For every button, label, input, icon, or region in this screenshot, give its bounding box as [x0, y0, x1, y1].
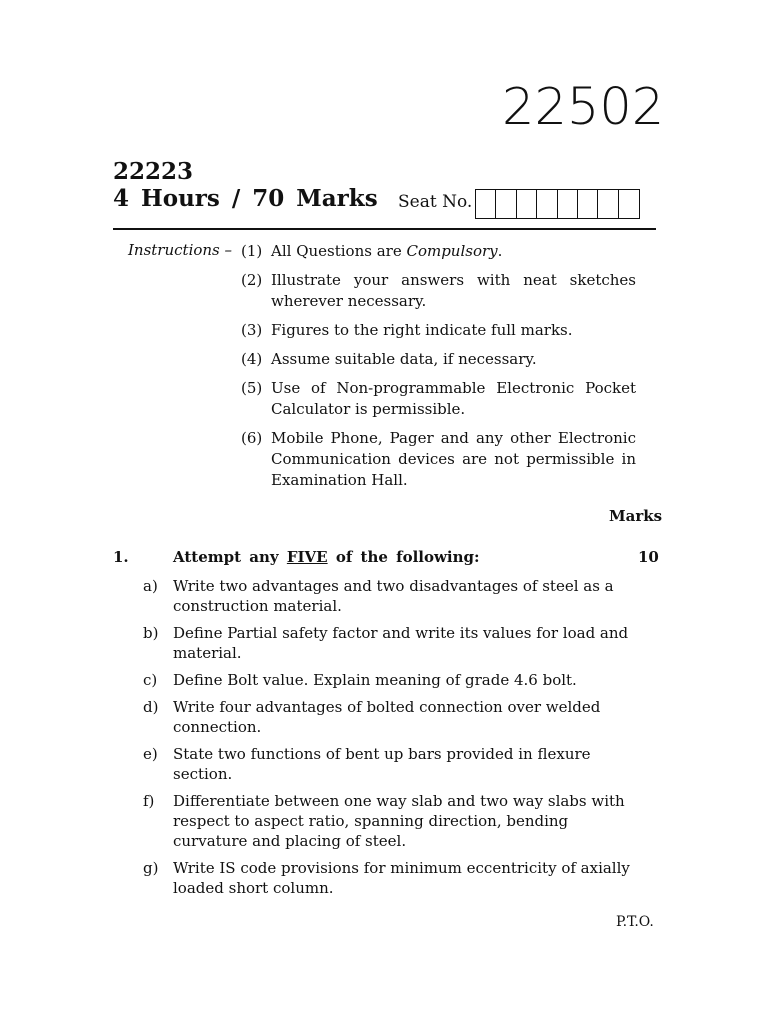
seat-box[interactable]	[619, 190, 639, 218]
sub-question-letter: a)	[143, 577, 158, 595]
instruction-number: (2)	[241, 271, 263, 289]
instruction-number: (5)	[241, 379, 263, 397]
sub-question-text: Define Partial safety factor and write its values for load and material.	[173, 624, 629, 662]
instruction-text	[271, 428, 636, 491]
seat-box[interactable]	[537, 190, 557, 218]
seat-number-boxes[interactable]	[475, 189, 640, 219]
question-title-underlined: FIVE	[286, 548, 328, 566]
sub-question	[143, 744, 633, 784]
seat-box[interactable]	[578, 190, 598, 218]
sub-question-text: State two functions of bent up bars provided in flexure section.	[173, 745, 591, 783]
header-divider	[113, 228, 656, 230]
seat-box[interactable]	[517, 190, 537, 218]
seat-box[interactable]	[598, 190, 618, 218]
seat-box[interactable]	[476, 190, 496, 218]
instruction-text-main: Use of Non-programmable Electronic Pocket Calculator is permissible.	[271, 379, 636, 418]
sub-question-list	[143, 576, 633, 905]
instruction-number: (4)	[241, 350, 263, 368]
duration-marks: 4 Hours / 70 Marks	[113, 185, 378, 212]
sub-question-text: Define Bolt value. Explain meaning of grade 4.6 bolt.	[173, 671, 577, 689]
pto-note: P.T.O.	[616, 914, 654, 930]
sub-question-letter: g)	[143, 859, 159, 877]
sub-question	[143, 670, 633, 690]
paper-code: 22502	[502, 78, 665, 137]
instruction-text	[271, 320, 636, 341]
instruction-number: (1)	[241, 242, 263, 260]
sub-question-letter: c)	[143, 671, 158, 689]
question-number: 1.	[113, 548, 129, 566]
seat-box[interactable]	[496, 190, 516, 218]
instruction-text-main: All Questions are	[271, 242, 407, 260]
sub-question-text: Write two advantages and two disadvantages of steel as a construction material.	[173, 577, 614, 615]
instructions-list	[241, 241, 636, 499]
sub-question	[143, 791, 633, 851]
sub-question-text: Differentiate between one way slab and two way slabs with respect to aspect ratio, spanning direction, bending curvature and placing of steel.	[173, 792, 625, 850]
question-marks: 10	[638, 548, 659, 566]
sub-question	[143, 576, 633, 616]
instruction-text-main: Assume suitable data, if necessary.	[271, 350, 537, 368]
question-title-before: Attempt any	[173, 548, 287, 566]
instruction-item	[241, 270, 636, 312]
instructions-label: Instructions –	[128, 241, 233, 259]
sub-question-letter: e)	[143, 745, 158, 763]
subject-code: 22223	[113, 158, 194, 185]
sub-question-text: Write four advantages of bolted connection over welded connection.	[173, 698, 601, 736]
instruction-item	[241, 378, 636, 420]
sub-question-letter: d)	[143, 698, 159, 716]
instruction-number: (3)	[241, 321, 263, 339]
question-title-after: of the following:	[327, 548, 480, 566]
sub-question	[143, 697, 633, 737]
instruction-text-end: .	[497, 242, 503, 260]
instruction-text	[271, 270, 636, 312]
instruction-item	[241, 428, 636, 491]
question-title	[173, 548, 480, 566]
instruction-text	[271, 349, 636, 370]
instruction-number: (6)	[241, 429, 263, 447]
instruction-text-main: Figures to the right indicate full marks.	[271, 321, 573, 339]
sub-question-text: Write IS code provisions for minimum eccentricity of axially loaded short column.	[173, 859, 630, 897]
instruction-text-main: Illustrate your answers with neat sketches wherever necessary.	[271, 271, 636, 310]
marks-column-header: Marks	[609, 507, 663, 525]
instruction-item	[241, 241, 636, 262]
seat-label: Seat No.	[398, 192, 473, 212]
seat-box[interactable]	[558, 190, 578, 218]
sub-question-letter: f)	[143, 792, 155, 810]
instruction-text	[271, 241, 636, 262]
instruction-text-italic: Compulsory	[406, 242, 498, 260]
sub-question	[143, 858, 633, 898]
instruction-item	[241, 349, 636, 370]
sub-question-letter: b)	[143, 624, 159, 642]
sub-question	[143, 623, 633, 663]
instruction-text	[271, 378, 636, 420]
instruction-item	[241, 320, 636, 341]
instruction-text-main: Mobile Phone, Pager and any other Electronic Communication devices are not permissible in Examination Hall.	[271, 429, 636, 489]
